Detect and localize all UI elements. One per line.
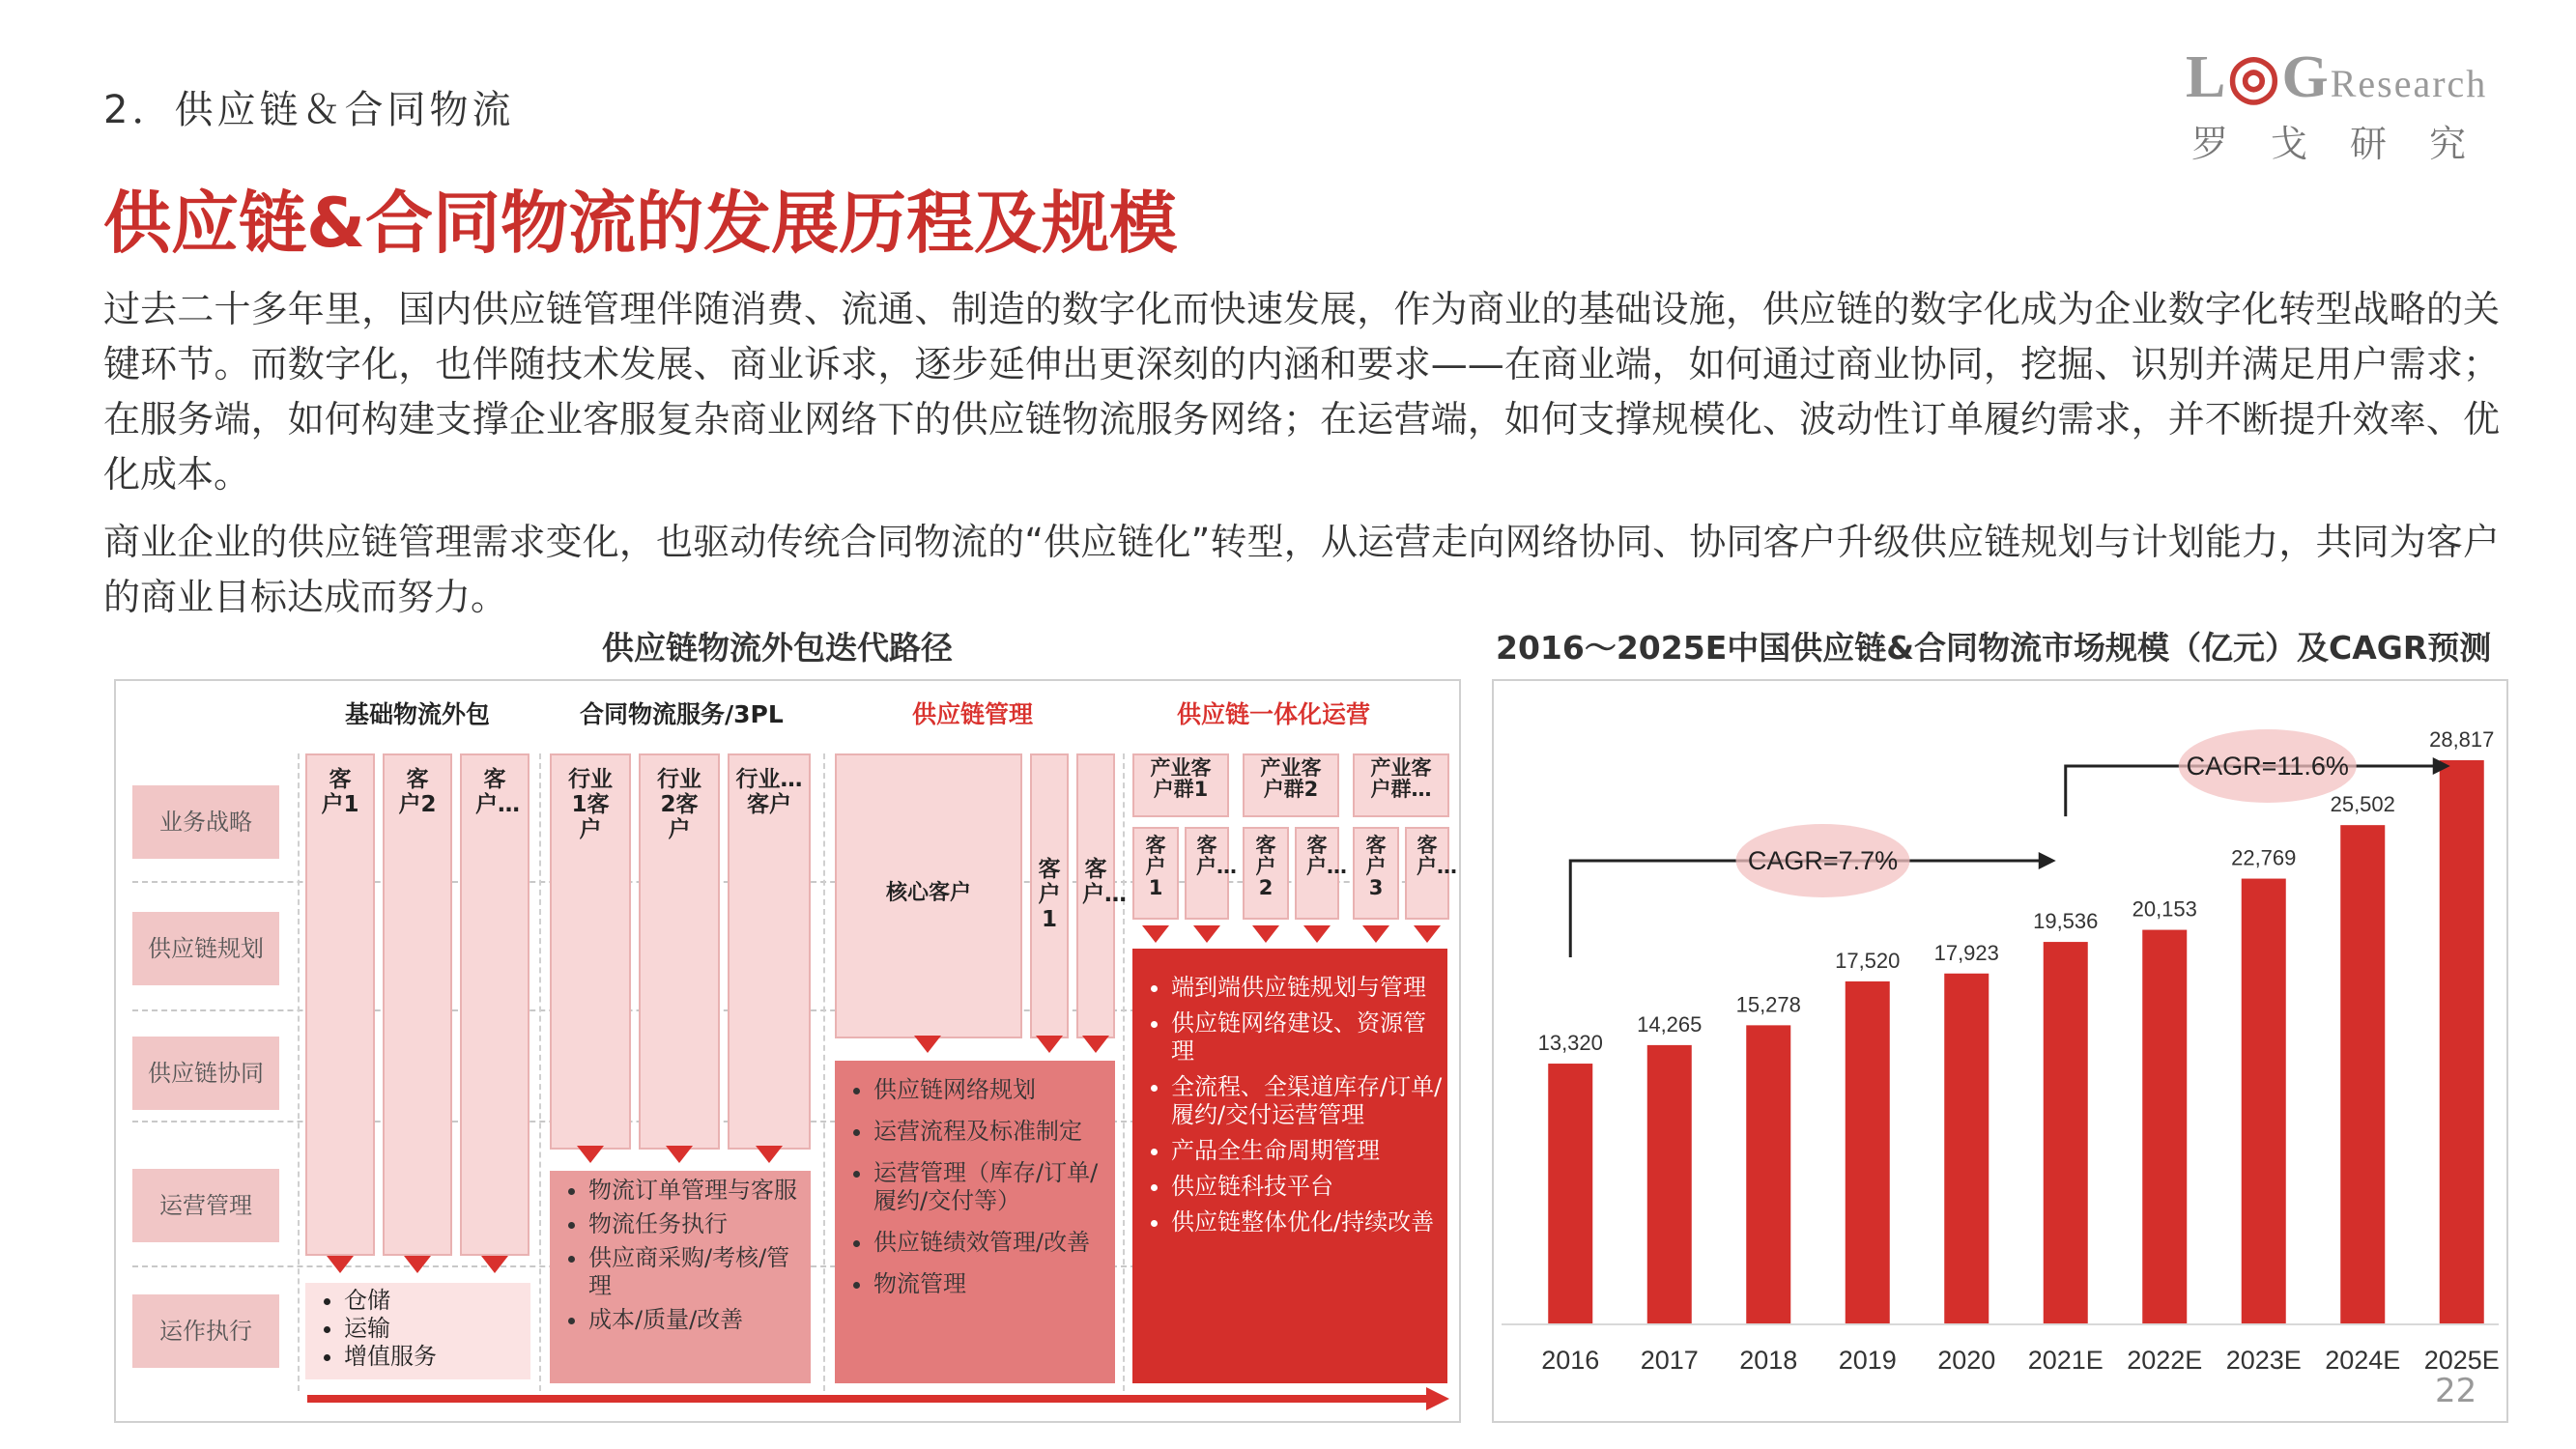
- bar-2025E: [2440, 760, 2484, 1324]
- tpl-services-box: [550, 1171, 811, 1383]
- stage-header-integrated: 供应链一体化运营: [1177, 700, 1371, 728]
- bar-2019: [1846, 981, 1890, 1324]
- client-bar: 客户…: [460, 753, 530, 1256]
- x-tick-label: 2020: [1937, 1346, 1996, 1375]
- service-item: • 端到端供应链规划与管理: [1171, 974, 1447, 1002]
- service-item: • 成本/质量/改善: [588, 1306, 811, 1334]
- data-label: 20,153: [2132, 896, 2197, 922]
- scm-services-box: [835, 1061, 1115, 1383]
- down-arrow-icon: [666, 1146, 693, 1163]
- client-bar: 客户…: [1076, 753, 1115, 1038]
- bar-2023E: [2242, 879, 2286, 1324]
- service-item: • 运输: [344, 1315, 530, 1343]
- logo-subtitle: 罗戈研究: [2191, 123, 2509, 165]
- service-item: • 运营管理（库存/订单/履约/交付等）: [873, 1159, 1115, 1215]
- basic-services-box: [305, 1283, 530, 1379]
- data-label: 19,536: [2033, 909, 2099, 934]
- x-tick-label: 2018: [1739, 1346, 1798, 1375]
- row-label-collaboration: 供应链协同: [132, 1037, 279, 1110]
- down-arrow-icon: [1252, 925, 1279, 943]
- service-item: • 供应链网络规划: [873, 1076, 1115, 1104]
- down-arrow-icon: [1362, 925, 1389, 943]
- intro-paragraph-1: 过去二十多年里，国内供应链管理伴随消费、流通、制造的数字化而快速发展，作为商业的基础设施，供应链的数字化成为企业数字化转型战略的关键环节。而数字化，也伴随技术发展、商业诉求，逐步延伸出更深刻的内涵和要求——在商业端，如何通过商业协同，挖掘、识别并满足用户需求；在服务端，如何构建支撑企业客服复杂商业网络下的供应链物流服务网络；在运营端，如何支撑规模化、波动性订单履约需求，并不断提升效率、优化成本。: [103, 288, 2500, 496]
- down-arrow-icon: [756, 1146, 783, 1163]
- service-item: • 供应链网络建设、资源管理: [1171, 1009, 1447, 1065]
- timeline-arrow: [307, 1395, 1428, 1403]
- row-label-strategy: 业务战略: [132, 785, 279, 859]
- down-arrow-icon: [1303, 925, 1331, 943]
- data-label: 17,520: [1835, 948, 1901, 973]
- industry-client-bar: 行业…客户: [728, 753, 811, 1150]
- down-arrow-icon: [577, 1146, 604, 1163]
- column-divider: [539, 753, 541, 1391]
- page-number: 22: [2435, 1372, 2477, 1410]
- service-item: • 仓储: [344, 1287, 530, 1315]
- client-bar: 客户2: [383, 753, 452, 1256]
- brand-logo: [2186, 39, 2509, 165]
- industry-group-tag: 产业客户群2: [1243, 753, 1339, 817]
- service-item: • 产品全生命周期管理: [1171, 1137, 1447, 1165]
- page-title: 供应链&合同物流的发展历程及规模: [103, 184, 1178, 263]
- bar-2022E: [2142, 930, 2187, 1324]
- service-item: • 物流管理: [873, 1270, 1115, 1298]
- intro-paragraph-2: 商业企业的供应链管理需求变化，也驱动传统合同物流的“供应链化”转型，从运营走向网络协同、协同客户升级供应链规划与计划能力，共同为客户的商业目标达成而努力。: [103, 521, 2500, 618]
- industry-client-bar: 行业2客户: [639, 753, 720, 1150]
- client-tag: 客户…: [1295, 827, 1339, 920]
- industry-group-tag: 产业客户群1: [1132, 753, 1229, 817]
- arrow-right-icon: [2039, 852, 2056, 869]
- row-label-operations: 运营管理: [132, 1169, 279, 1242]
- down-arrow-icon: [1036, 1036, 1063, 1053]
- industry-client-bar: 行业1客户: [550, 753, 631, 1150]
- down-arrow-icon: [327, 1256, 354, 1273]
- cagr-label: CAGR=11.6%: [2186, 752, 2349, 781]
- service-item: • 增值服务: [344, 1343, 530, 1371]
- service-item: • 供应链绩效管理/改善: [873, 1229, 1115, 1257]
- down-arrow-icon: [1414, 925, 1441, 943]
- cagr-label: CAGR=7.7%: [1747, 846, 1899, 875]
- row-label-execution: 运作执行: [132, 1294, 279, 1368]
- bar-2018: [1746, 1025, 1790, 1324]
- client-tag: 客户3: [1353, 827, 1399, 920]
- data-label: 15,278: [1735, 992, 1801, 1017]
- bar-2017: [1647, 1045, 1692, 1324]
- chart-title: 2016～2025E中国供应链&合同物流市场规模（亿元）及CAGR预测: [1496, 629, 2492, 667]
- service-item: • 物流任务执行: [588, 1210, 811, 1238]
- core-client-block: 核心客户: [835, 753, 1022, 1038]
- x-tick-label: 2025E: [2423, 1346, 2500, 1375]
- data-label: 17,923: [1933, 940, 1999, 965]
- data-label: 28,817: [2429, 726, 2495, 752]
- client-tag: 客户2: [1243, 827, 1289, 920]
- row-label-planning: 供应链规划: [132, 912, 279, 985]
- bar-2016: [1548, 1064, 1592, 1324]
- down-arrow-icon: [1142, 925, 1169, 943]
- down-arrow-icon: [404, 1256, 431, 1273]
- service-item: • 物流订单管理与客服: [588, 1177, 811, 1205]
- bar-2024E: [2340, 825, 2385, 1324]
- integrated-services-box: [1132, 949, 1447, 1383]
- client-tag: 客户…: [1185, 827, 1229, 920]
- data-label: 14,265: [1637, 1011, 1703, 1037]
- client-tag: 客户1: [1132, 827, 1179, 920]
- x-tick-label: 2016: [1541, 1346, 1600, 1375]
- market-size-bar-chart: [1492, 679, 2508, 1423]
- service-item: • 运营流程及标准制定: [873, 1118, 1115, 1146]
- bar-2021E: [2044, 942, 2088, 1324]
- column-divider: [298, 753, 300, 1391]
- stage-header-scm: 供应链管理: [912, 700, 1034, 728]
- service-item: • 全流程、全渠道库存/订单/履约/交付运营管理: [1171, 1073, 1447, 1129]
- down-arrow-icon: [1193, 925, 1220, 943]
- x-tick-label: 2017: [1640, 1346, 1699, 1375]
- data-label: 22,769: [2231, 845, 2297, 870]
- service-item: • 供应链整体优化/持续改善: [1171, 1208, 1447, 1236]
- logo-text: L◎GResearch: [2186, 44, 2488, 110]
- data-label: 25,502: [2330, 792, 2395, 817]
- section-label: 2．供应链＆合同物流: [103, 88, 515, 132]
- column-divider: [1123, 753, 1125, 1391]
- x-tick-label: 2021E: [2027, 1346, 2104, 1375]
- down-arrow-icon: [1082, 1036, 1109, 1053]
- data-label: 13,320: [1537, 1031, 1603, 1056]
- service-item: • 供应链科技平台: [1171, 1173, 1447, 1201]
- service-item: • 供应商采购/考核/管理: [588, 1244, 811, 1300]
- x-tick-label: 2022E: [2127, 1346, 2203, 1375]
- stage-header-3pl: 合同物流服务/3PL: [580, 700, 784, 728]
- down-arrow-icon: [481, 1256, 508, 1273]
- x-tick-label: 2023E: [2225, 1346, 2302, 1375]
- industry-group-tag: 产业客户群…: [1353, 753, 1449, 817]
- bar-2020: [1944, 974, 1989, 1324]
- x-tick-label: 2019: [1838, 1346, 1897, 1375]
- client-bar: 客户1: [1030, 753, 1069, 1038]
- down-arrow-icon: [914, 1036, 941, 1053]
- diagram-title: 供应链物流外包迭代路径: [602, 629, 953, 667]
- column-divider: [823, 753, 825, 1391]
- arrow-right-icon: [1426, 1387, 1449, 1410]
- stage-header-basic: 基础物流外包: [345, 700, 491, 728]
- x-tick-label: 2024E: [2325, 1346, 2401, 1375]
- client-tag: 客户…: [1405, 827, 1449, 920]
- client-bar: 客户1: [305, 753, 375, 1256]
